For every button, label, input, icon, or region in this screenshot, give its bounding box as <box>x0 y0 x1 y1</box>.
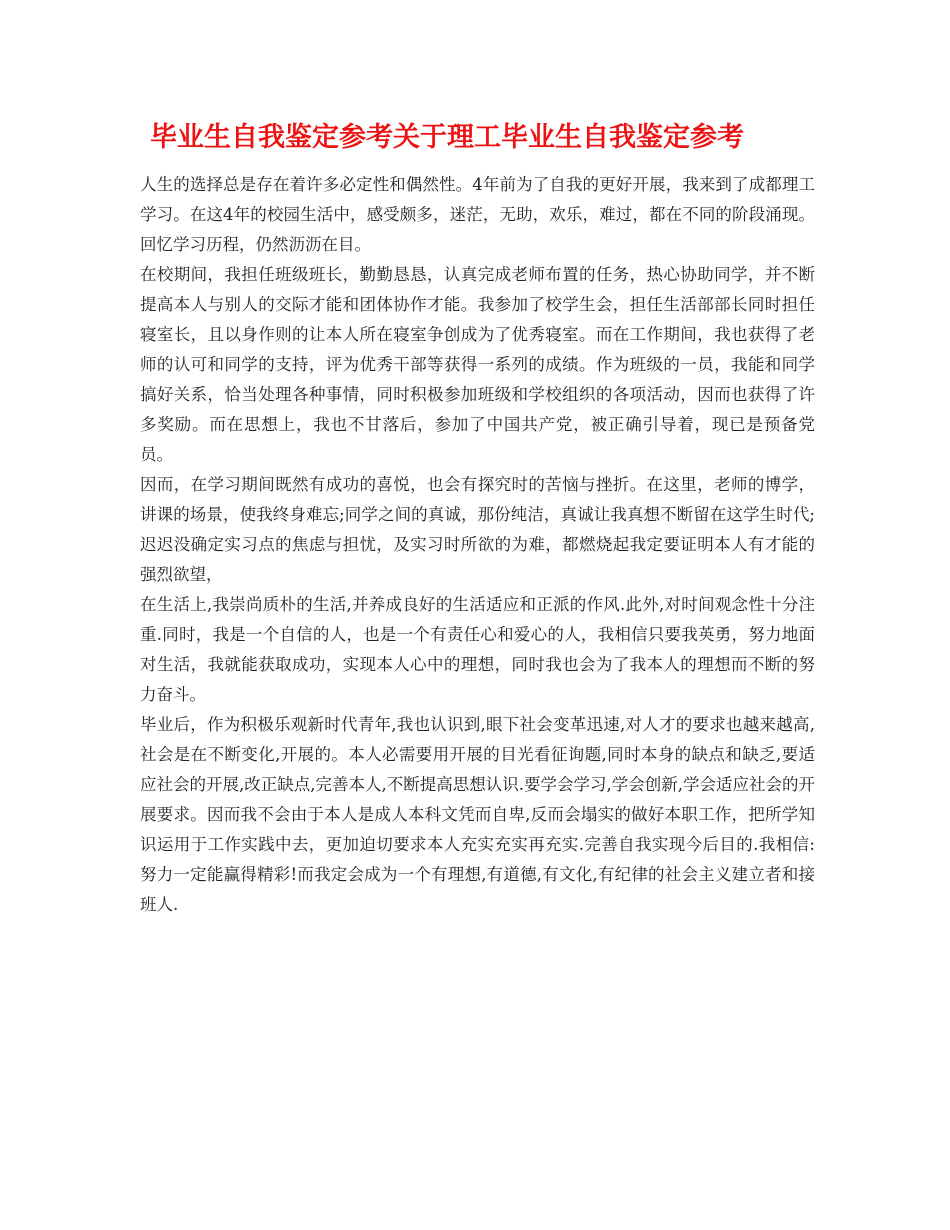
paragraph-3: 因而，在学习期间既然有成功的喜悦，也会有探究时的苦恼与挫折。在这里，老师的博学，讲课的场景，使我终身难忘;同学之间的真诚，那份纯洁，真诚让我真想不断留在这学生时代;迟迟没确定实习点的焦虑与担忧，及实习时所欲的为难，都燃烧起我定要证明本人有才能的强烈欲望， <box>140 475 815 584</box>
paragraph-5: 毕业后，作为积极乐观新时代青年,我也认识到,眼下社会变革迅速,对人才的要求也越来越高,社会是在不断变化,开展的。本人必需要用开展的目光看征询题,同时本身的缺点和缺乏,要适应社会的开展,改正缺点,完善本人,不断提高思想认识.要学会学习,学会创新,学会适应社会的开展要求。因而我不会由于本人是成人本科文凭而自卑,反而会塌实的做好本职工作，把所学知识运用于工作实践中去，更加迫切要求本人充实充实再充实.完善自我实现今后目的.我相信:努力一定能赢得精彩!而我定会成为一个有理想,有道德,有文化,有纪律的社会主义建立者和接班人. <box>140 715 815 914</box>
paragraph-1: 人生的选择总是存在着许多必定性和偶然性。4年前为了自我的更好开展，我来到了成都理工学习。在这4年的校园生活中，感受颇多，迷茫，无助，欢乐，难过，都在不同的阶段涌现。回忆学习历程，仍然沥沥在目。 <box>140 175 815 254</box>
paragraph-4: 在生活上,我崇尚质朴的生活,并养成良好的生活适应和正派的作风.此外,对时间观念性十分注重.同时，我是一个自信的人，也是一个有责任心和爱心的人，我相信只要我英勇，努力地面对生活，我就能获取成功，实现本人心中的理想，同时我也会为了我本人的理想而不断的努力奋斗。 <box>140 595 815 704</box>
paragraph-2: 在校期间，我担任班级班长，勤勤恳恳，认真完成老师布置的任务，热心协助同学，并不断提高本人与别人的交际才能和团体协作才能。我参加了校学生会，担任生活部部长同时担任寝室长，且以身作则的让本人所在寝室争创成为了优秀寝室。而在工作期间，我也获得了老师的认可和同学的支持，评为优秀干部等获得一系列的成绩。作为班级的一员，我能和同学搞好关系，恰当处理各种事情，同时积极参加班级和学校组织的各项活动，因而也获得了许多奖励。而在思想上，我也不甘落后，参加了中国共产党，被正确引导着，现已是预备党员。 <box>140 265 815 464</box>
document-title: 毕业生自我鉴定参考关于理工毕业生自我鉴定参考 <box>150 122 744 153</box>
